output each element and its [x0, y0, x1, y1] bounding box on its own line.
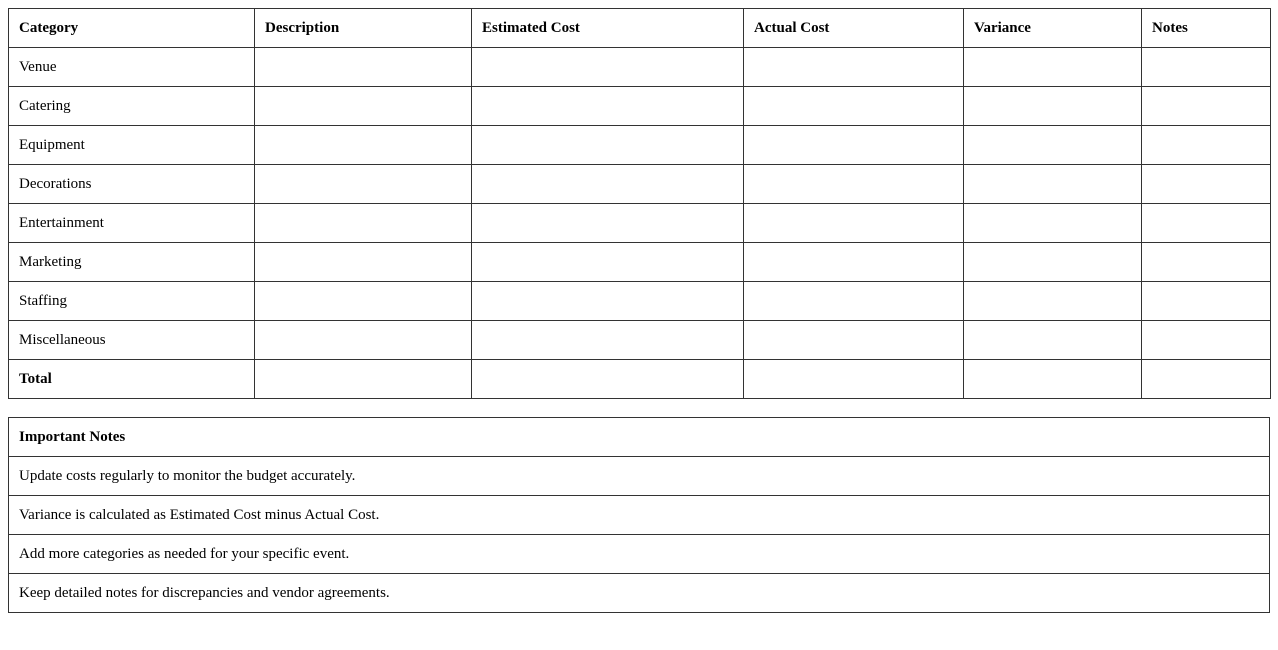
note-text: Keep detailed notes for discrepancies and vendor agreements.	[9, 574, 1270, 613]
cell-actual[interactable]	[744, 204, 964, 243]
cell-variance[interactable]	[964, 165, 1142, 204]
cell-estimated[interactable]	[472, 243, 744, 282]
cell-variance[interactable]	[964, 243, 1142, 282]
cell-category: Staffing	[9, 282, 255, 321]
cell-estimated[interactable]	[472, 321, 744, 360]
note-text: Add more categories as needed for your specific event.	[9, 535, 1270, 574]
note-row	[9, 574, 1270, 613]
table-row	[9, 87, 1271, 126]
cell-category: Miscellaneous	[9, 321, 255, 360]
cell-variance[interactable]	[964, 126, 1142, 165]
cell-estimated[interactable]	[472, 204, 744, 243]
cell-estimated[interactable]	[472, 48, 744, 87]
table-row	[9, 321, 1271, 360]
cell-estimated[interactable]	[472, 165, 744, 204]
cell-category: Decorations	[9, 165, 255, 204]
cell-notes[interactable]	[1142, 282, 1271, 321]
cell-notes[interactable]	[1142, 126, 1271, 165]
header-estimated-cost: Estimated Cost	[472, 9, 744, 48]
table-row	[9, 126, 1271, 165]
cell-actual[interactable]	[744, 126, 964, 165]
cell-description[interactable]	[255, 204, 472, 243]
cell-variance[interactable]	[964, 282, 1142, 321]
header-actual-cost: Actual Cost	[744, 9, 964, 48]
header-description: Description	[255, 9, 472, 48]
cell-estimated[interactable]	[472, 126, 744, 165]
total-row	[9, 360, 1271, 399]
cell-actual[interactable]	[744, 243, 964, 282]
table-row	[9, 282, 1271, 321]
table-row	[9, 165, 1271, 204]
cell-notes[interactable]	[1142, 87, 1271, 126]
total-cell-description[interactable]	[255, 360, 472, 399]
cell-description[interactable]	[255, 243, 472, 282]
cell-actual[interactable]	[744, 321, 964, 360]
cell-actual[interactable]	[744, 87, 964, 126]
table-row	[9, 243, 1271, 282]
total-label: Total	[9, 360, 255, 399]
cell-notes[interactable]	[1142, 48, 1271, 87]
cell-estimated[interactable]	[472, 282, 744, 321]
total-cell-actual[interactable]	[744, 360, 964, 399]
header-notes: Notes	[1142, 9, 1271, 48]
note-row	[9, 496, 1270, 535]
cell-variance[interactable]	[964, 321, 1142, 360]
cell-notes[interactable]	[1142, 321, 1271, 360]
notes-title: Important Notes	[9, 418, 1270, 457]
cell-actual[interactable]	[744, 282, 964, 321]
header-category: Category	[9, 9, 255, 48]
cell-estimated[interactable]	[472, 87, 744, 126]
note-row	[9, 535, 1270, 574]
cell-description[interactable]	[255, 87, 472, 126]
cell-description[interactable]	[255, 321, 472, 360]
note-row	[9, 457, 1270, 496]
cell-category: Catering	[9, 87, 255, 126]
table-row	[9, 204, 1271, 243]
cell-actual[interactable]	[744, 165, 964, 204]
cell-notes[interactable]	[1142, 204, 1271, 243]
cell-notes[interactable]	[1142, 165, 1271, 204]
cell-category: Equipment	[9, 126, 255, 165]
cell-description[interactable]	[255, 48, 472, 87]
cell-description[interactable]	[255, 165, 472, 204]
cell-notes[interactable]	[1142, 243, 1271, 282]
budget-table	[8, 8, 1271, 399]
cell-category: Entertainment	[9, 204, 255, 243]
total-cell-estimated[interactable]	[472, 360, 744, 399]
note-text: Update costs regularly to monitor the budget accurately.	[9, 457, 1270, 496]
note-text: Variance is calculated as Estimated Cost minus Actual Cost.	[9, 496, 1270, 535]
cell-category: Venue	[9, 48, 255, 87]
cell-description[interactable]	[255, 282, 472, 321]
table-row	[9, 48, 1271, 87]
header-row	[9, 9, 1271, 48]
header-variance: Variance	[964, 9, 1142, 48]
cell-variance[interactable]	[964, 204, 1142, 243]
cell-variance[interactable]	[964, 87, 1142, 126]
total-cell-notes[interactable]	[1142, 360, 1271, 399]
cell-actual[interactable]	[744, 48, 964, 87]
cell-variance[interactable]	[964, 48, 1142, 87]
important-notes-table	[8, 417, 1270, 613]
cell-category: Marketing	[9, 243, 255, 282]
cell-description[interactable]	[255, 126, 472, 165]
total-cell-variance[interactable]	[964, 360, 1142, 399]
notes-title-row	[9, 418, 1270, 457]
